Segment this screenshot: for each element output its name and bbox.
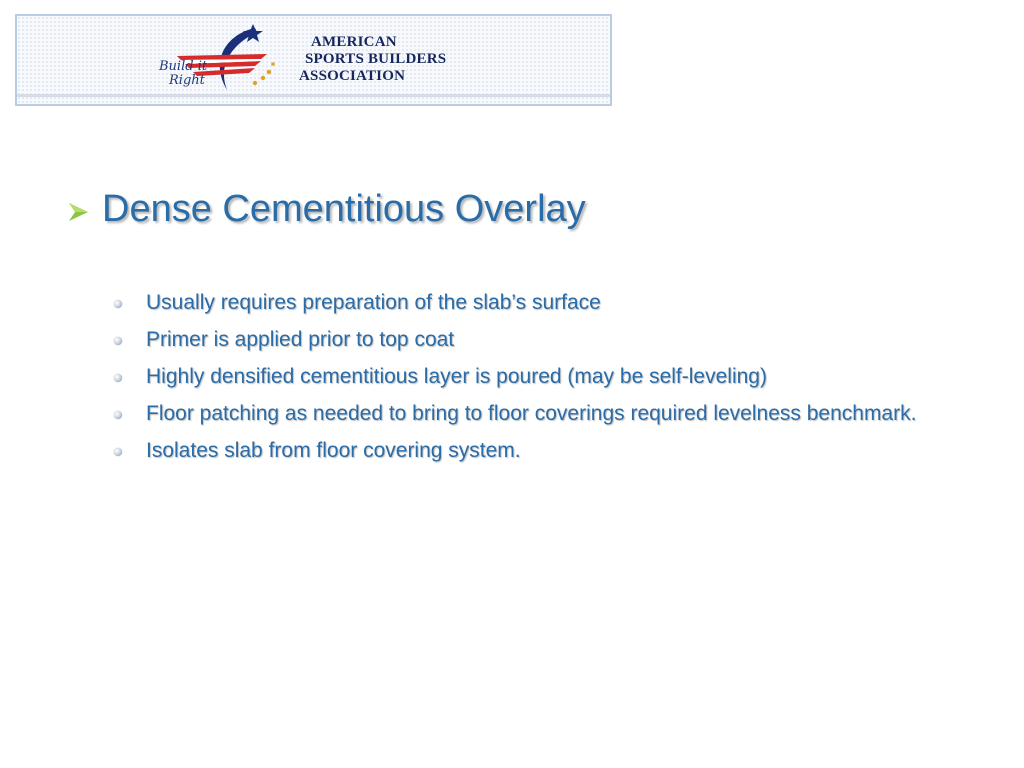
round-bullet-icon bbox=[114, 448, 122, 456]
bullet-text: Isolates slab from floor covering system. bbox=[146, 439, 521, 462]
chevron-arrow-icon bbox=[66, 199, 92, 225]
list-item bbox=[110, 436, 990, 466]
header-banner bbox=[15, 14, 612, 106]
slide-title: Dense Cementitious Overlay bbox=[102, 188, 586, 230]
organization-name bbox=[299, 34, 446, 85]
round-bullet-icon bbox=[114, 337, 122, 345]
bullet-text: Primer is applied prior to top coat bbox=[146, 328, 455, 351]
tagline bbox=[159, 60, 207, 88]
org-name-line: ASSOCIATION bbox=[299, 68, 406, 84]
list-item bbox=[110, 325, 990, 355]
round-bullet-icon bbox=[114, 300, 122, 308]
org-name-line: SPORTS BUILDERS bbox=[305, 51, 447, 67]
bullet-list bbox=[110, 288, 990, 473]
round-bullet-icon bbox=[114, 374, 122, 382]
bullet-text: Highly densified cementitious layer is poured (may be self-leveling) bbox=[146, 365, 767, 388]
slide-title-row bbox=[66, 188, 586, 231]
header-divider bbox=[17, 94, 610, 97]
org-name-line: AMERICAN bbox=[311, 34, 397, 50]
bullet-text: Floor patching as needed to bring to floor coverings required levelness benchmark. bbox=[146, 402, 917, 425]
list-item bbox=[110, 362, 990, 392]
tagline-line: Build it bbox=[159, 59, 208, 74]
tagline-line: Right bbox=[169, 73, 205, 88]
list-item bbox=[110, 399, 990, 429]
list-item bbox=[110, 288, 990, 318]
bullet-text: Usually requires preparation of the slab’s surface bbox=[146, 291, 601, 314]
round-bullet-icon bbox=[114, 411, 122, 419]
